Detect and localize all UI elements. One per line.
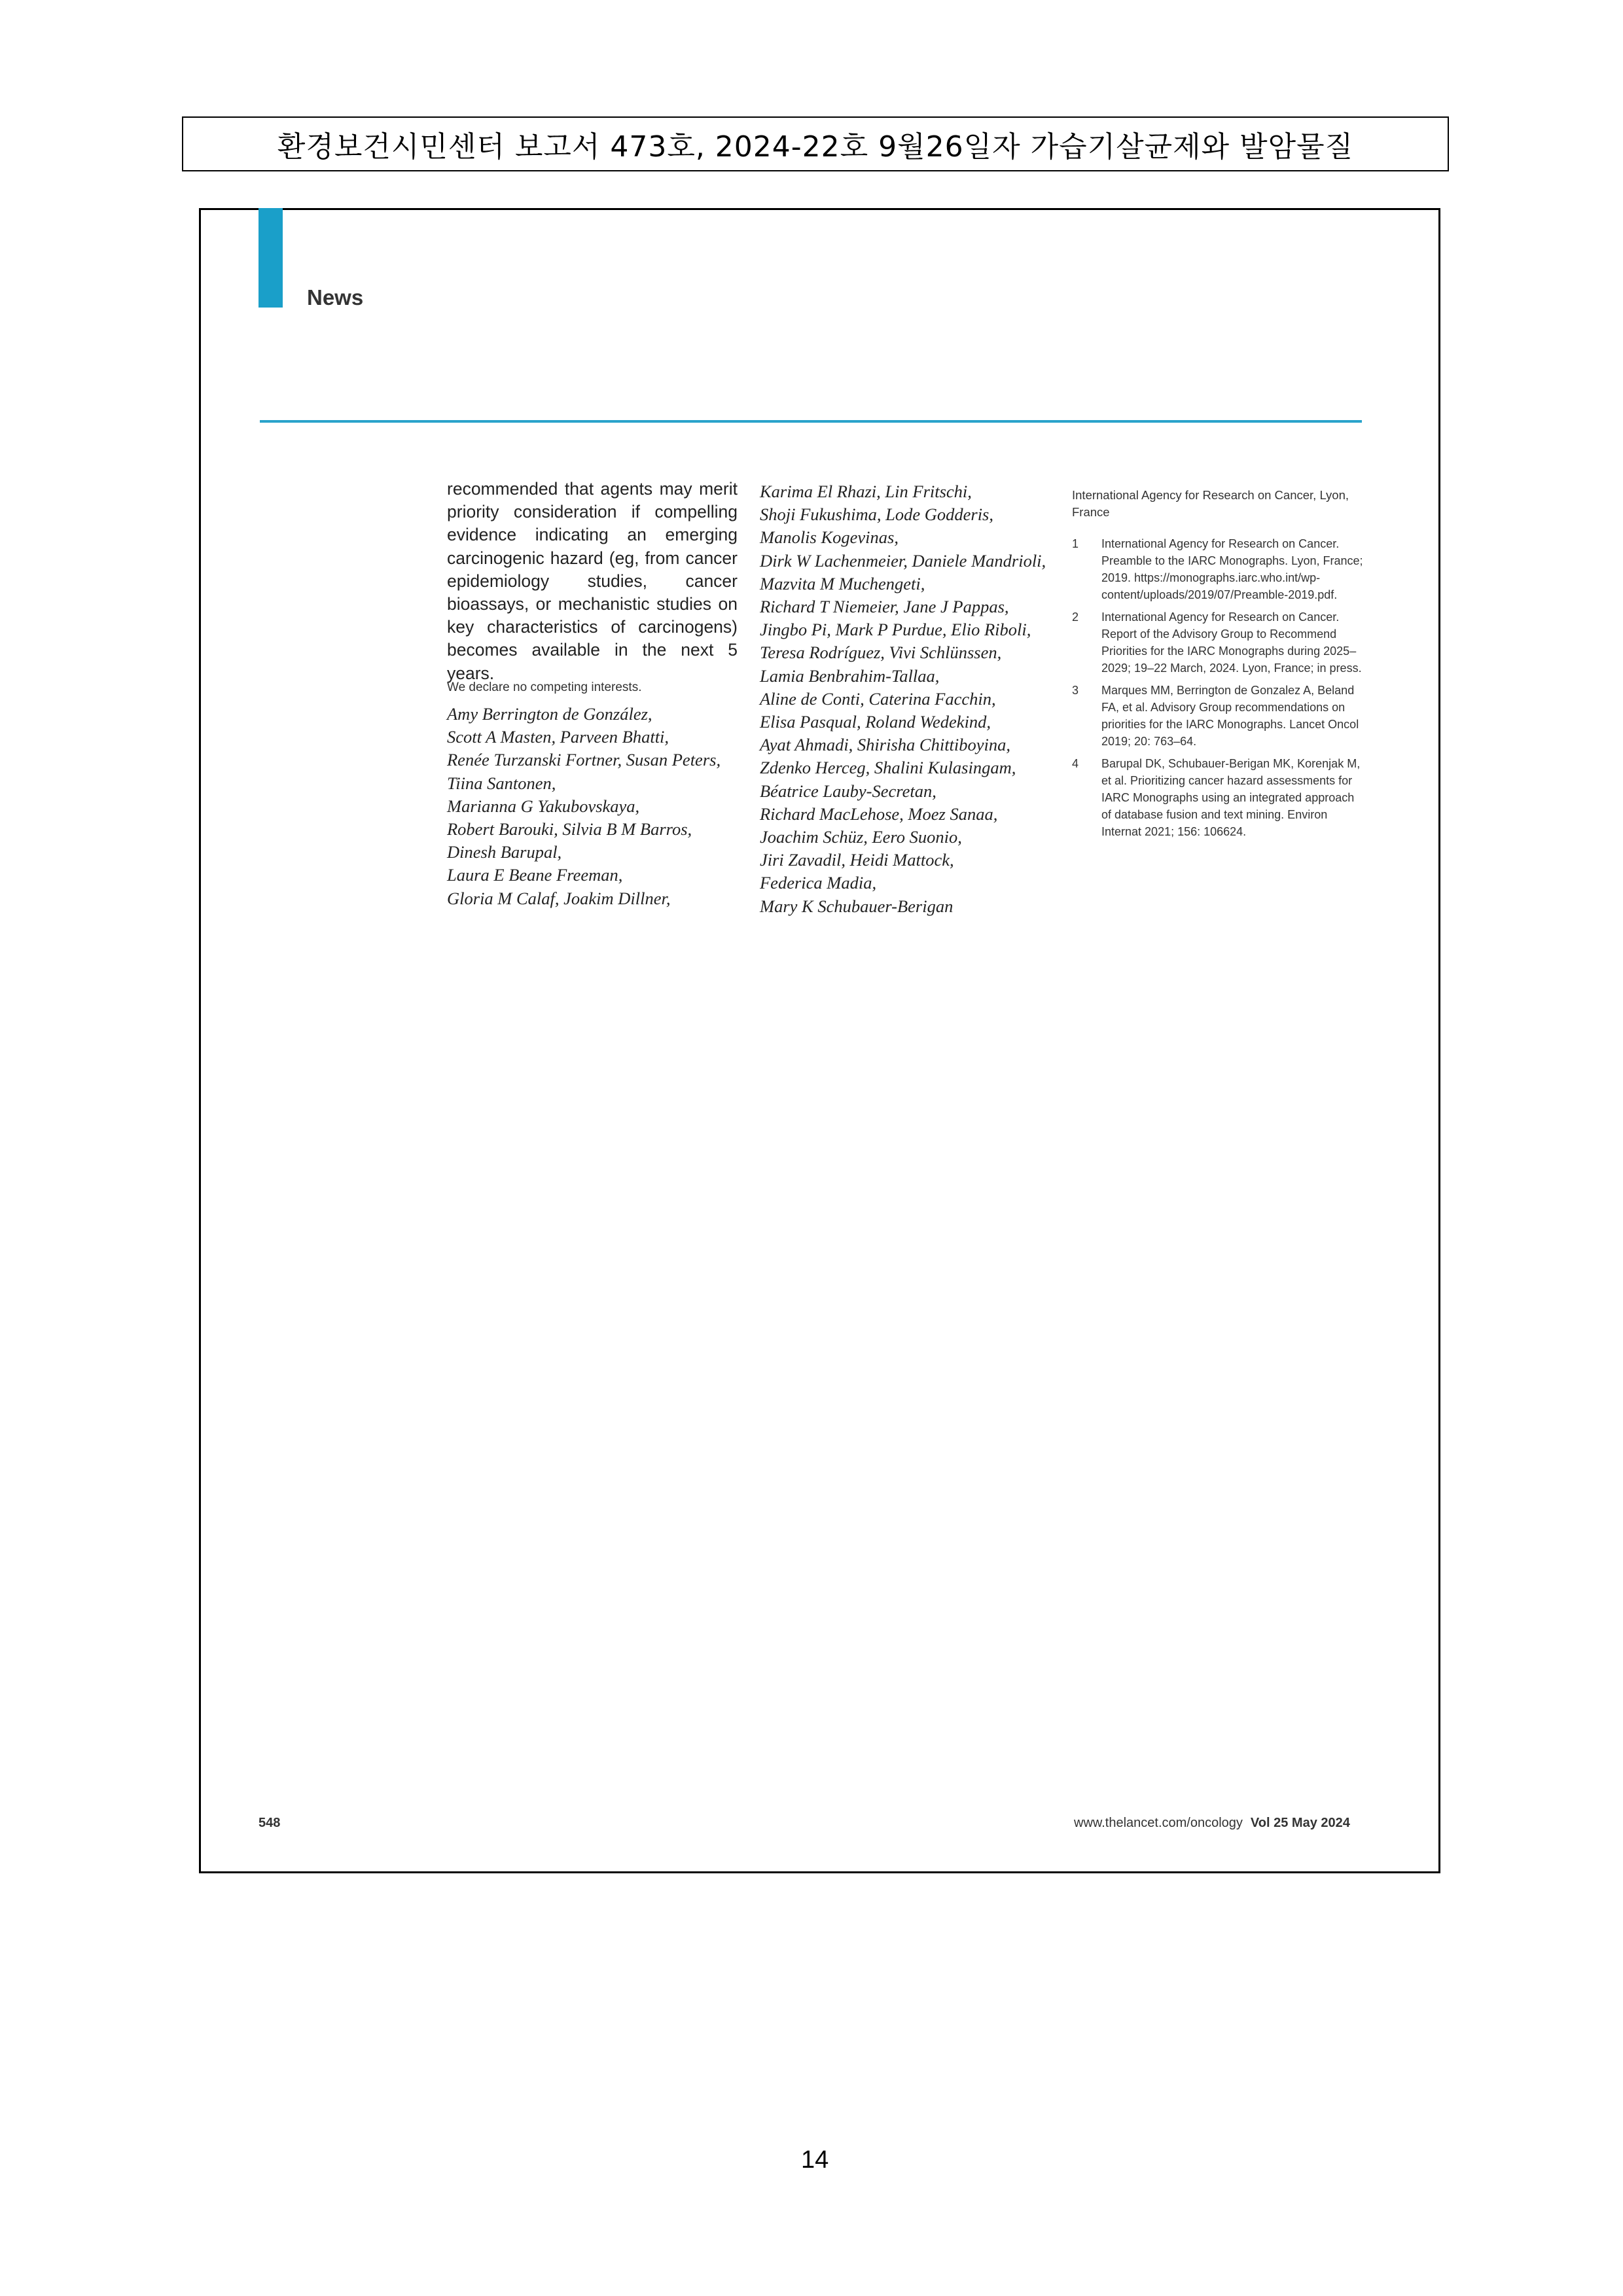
reference-item (1072, 535, 1363, 603)
reference-text: International Agency for Research on Cancer. Preamble to the IARC Monographs. Lyon, France; 2019. https://monographs.iarc.who.int/wp-content/uploads/2019/07/Preamble-2019.pdf. (1101, 537, 1363, 601)
author-line: Federica Madia, (760, 873, 877, 893)
author-line: Marianna G Yakubovskaya, (447, 796, 640, 816)
author-line: Karima El Rhazi, Lin Fritschi, (760, 482, 972, 501)
author-line: Dirk W Lachenmeier, Daniele Mandrioli, (760, 550, 1046, 571)
document-page-number: 14 (801, 2146, 829, 2174)
author-line: Shoji Fukushima, Lode Godderis, (760, 504, 993, 525)
author-line: Jingbo Pi, Mark P Purdue, Elio Riboli, (760, 620, 1031, 640)
article-body-text: recommended that agents may merit priority consideration if compelling evidence indicating an emerging carcinogenic hazard (eg, from cancer epidemiology studies, cancer bioassays, or mechanistic studies on key characteristics of carcinogens) becomes available in the next 5 years. (447, 479, 738, 683)
author-line: Renée Turzanski Fortner, Susan Peters, (447, 750, 721, 770)
section-divider (260, 420, 1362, 423)
author-line: Dinesh Barupal, (447, 842, 562, 862)
author-line: Mary K Schubauer-Berigan (760, 896, 954, 916)
reference-text: International Agency for Research on Cancer. Report of the Advisory Group to Recommend Priorities for the IARC Monographs during 2025–2029; 19–22 March, 2024. Lyon, France; in press. (1101, 610, 1362, 675)
author-line: Mazvita M Muchengeti, (760, 573, 925, 593)
author-line: Amy Berrington de González, (447, 704, 652, 724)
author-line: Ayat Ahmadi, Shirisha Chittiboyina, (760, 735, 1011, 755)
competing-interests: We declare no competing interests. (447, 680, 642, 694)
author-line: Laura E Beane Freeman, (447, 865, 623, 885)
reference-text: Marques MM, Berrington de Gonzalez A, Beland FA, et al. Advisory Group recommendations on priorities for the IARC Monographs. Lancet Oncol 2019; 20: 763–64. (1101, 684, 1359, 748)
report-header: 환경보건시민센터 보고서 473호, 2024-22호 9월26일자 가습기살균제와 발암물질 (182, 116, 1449, 171)
affiliation: International Agency for Research on Cancer, Lyon, France (1072, 488, 1349, 519)
author-line: Elisa Pasqual, Roland Wedekind, (760, 712, 991, 732)
author-line: Aline de Conti, Caterina Facchin, (760, 688, 996, 709)
reference-number: 3 (1072, 684, 1079, 697)
author-list-column-1 (447, 703, 755, 910)
author-line: Tiina Santonen, (447, 773, 556, 793)
journal-page-number: 548 (259, 1816, 281, 1830)
reference-number: 4 (1072, 757, 1079, 770)
author-line: Richard T Niemeier, Jane J Pappas, (760, 597, 1009, 617)
journal-volume: Vol 25 May 2024 (1250, 1816, 1350, 1830)
reference-item (1072, 609, 1363, 677)
author-line: Zdenko Herceg, Shalini Kulasingam, (760, 758, 1016, 778)
author-line: Richard MacLehose, Moez Sanaa, (760, 804, 998, 824)
section-accent-bar (259, 208, 283, 308)
author-line: Joachim Schüz, Eero Suonio, (760, 827, 962, 847)
journal-url[interactable]: www.thelancet.com/oncology (1074, 1816, 1243, 1830)
reference-item (1072, 682, 1363, 750)
author-line: Jiri Zavadil, Heidi Mattock, (760, 850, 954, 870)
section-label: News (307, 285, 364, 309)
author-line: Gloria M Calaf, Joakim Dillner, (447, 888, 671, 908)
article-frame (199, 208, 1440, 1873)
reference-item (1072, 755, 1363, 840)
reference-number: 1 (1072, 537, 1079, 550)
author-line: Manolis Kogevinas, (760, 527, 899, 548)
author-list-column-2 (760, 480, 1067, 918)
journal-footer (1074, 1816, 1350, 1831)
author-line: Scott A Masten, Parveen Bhatti, (447, 727, 669, 747)
reference-number: 2 (1072, 610, 1079, 624)
reference-list (1072, 535, 1363, 845)
author-line: Béatrice Lauby-Secretan, (760, 781, 936, 801)
reference-text: Barupal DK, Schubauer-Berigan MK, Korenjak M, et al. Prioritizing cancer hazard assessments for IARC Monographs using an integrated approach of database fusion and text mining. Environ Internat 2021; 156: 106624. (1101, 757, 1361, 838)
author-line: Teresa Rodríguez, Vivi Schlünssen, (760, 643, 1002, 663)
author-line: Lamia Benbrahim-Tallaa, (760, 665, 940, 686)
author-line: Robert Barouki, Silvia B M Barros, (447, 819, 692, 839)
